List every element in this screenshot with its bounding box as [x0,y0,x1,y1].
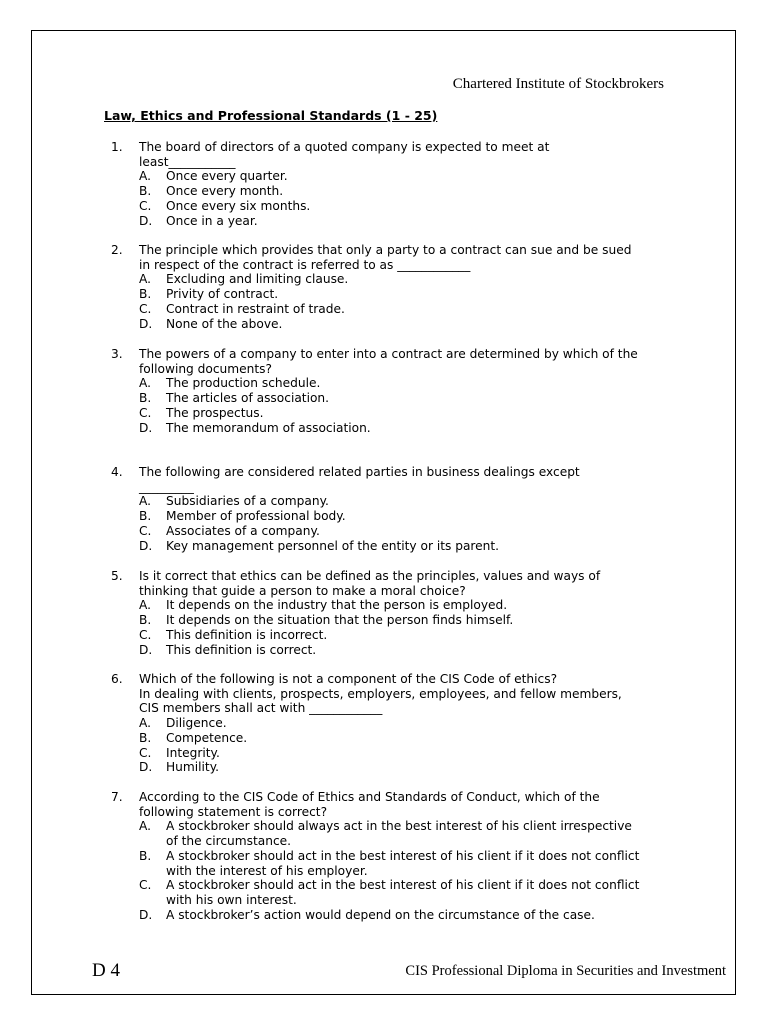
section-title: Law, Ethics and Professional Standards (1 - 25) [104,108,438,123]
option-text: It depends on the industry that the person is employed. [166,598,508,613]
option-letter: A. [139,494,151,509]
option-letter: C. [139,198,152,213]
option-text: This definition is correct. [166,642,317,657]
option-letter: C. [139,523,152,538]
option-text: Subsidiaries of a company. [166,494,329,509]
question-number: 5. [111,569,123,583]
option-letter: D. [139,538,153,553]
option-text: Humility. [166,760,220,775]
option-text: Integrity. [166,745,220,760]
question-number: 2. [111,243,123,257]
option-text: Key management personnel of the entity or its parent. [166,538,500,553]
option-letter: A. [139,716,151,731]
question-block [111,672,711,775]
option-letter: C. [139,878,152,893]
option-letter: A. [139,598,151,613]
option-text: The memorandum of association. [166,420,371,435]
option-letter: D. [139,316,153,331]
option-text: Diligence. [166,716,227,731]
question-number: 3. [111,347,123,361]
option-letter: B. [139,184,152,199]
option-letter: B. [139,287,152,302]
option-letter: C. [139,301,152,316]
question-block [111,569,711,657]
option-letter: B. [139,391,152,406]
option-text: A stockbroker should act in the best interest of his client if it does not conflict with his own interest. [166,878,640,907]
option-text: None of the above. [166,316,283,331]
footer-course-title: CIS Professional Diploma in Securities and Investment [405,963,726,979]
question-number: 4. [111,465,123,479]
option-text: This definition is incorrect. [166,627,328,642]
option-letter: D. [139,760,153,775]
option-text: Associates of a company. [166,523,320,538]
option-letter: A. [139,272,151,287]
option-letter: A. [139,169,151,184]
option-letter: D. [139,420,153,435]
option-letter: B. [139,848,152,863]
question-text: The board of directors of a quoted company is expected to meet at least___________ [139,140,550,169]
option-text: The production schedule. [166,376,321,391]
option-text: Privity of contract. [166,287,279,302]
question-text: Is it correct that ethics can be defined as the principles, values and ways of thinking that guide a person to make a moral choice? [139,569,601,598]
option-text: Once every quarter. [166,169,288,184]
option-letter: D. [139,907,153,922]
option-text: Once every month. [166,184,284,199]
option-letter: D. [139,213,153,228]
option-text: Member of professional body. [166,509,346,524]
footer-page-code: D 4 [92,960,120,981]
question-block [111,790,711,922]
question-text: According to the CIS Code of Ethics and Standards of Conduct, which of the following statement is correct? [139,790,600,819]
option-text: Contract in restraint of trade. [166,301,345,316]
question-block [111,347,711,435]
option-text: Competence. [166,730,248,745]
question-text: The powers of a company to enter into a contract are determined by which of the following documents? [139,347,638,376]
option-letter: D. [139,642,153,657]
option-text: It depends on the situation that the person finds himself. [166,613,514,628]
option-letter: C. [139,405,152,420]
question-number: 1. [111,140,123,154]
option-letter: B. [139,613,152,628]
option-letter: C. [139,627,152,642]
option-text: Once in a year. [166,213,258,228]
option-text: A stockbroker should always act in the best interest of his client irrespective of the circumstance. [166,819,632,849]
option-text: Once every six months. [166,198,311,213]
option-text: A stockbroker’s action would depend on the circumstance of the case. [166,907,595,922]
option-letter: C. [139,745,152,760]
option-letter: B. [139,730,152,745]
option-text: A stockbroker should act in the best interest of his client if it does not conflict with the interest of his employer. [166,848,640,878]
option-letter: B. [139,509,152,524]
question-block [111,465,711,553]
question-text: The following are considered related parties in business dealings except _________ [139,465,580,494]
option-text: The prospectus. [166,405,264,420]
option-text: The articles of association. [166,391,330,406]
option-letter: A. [139,819,151,834]
option-letter: A. [139,376,151,391]
question-text: The principle which provides that only a party to a contract can sue and be sued in respect of the contract is referred to as ____________ [139,243,632,272]
header-organization: Chartered Institute of Stockbrokers [452,76,664,92]
question-block [111,140,711,228]
question-number: 7. [111,790,123,804]
question-block [111,243,711,331]
question-number: 6. [111,672,123,686]
option-text: Excluding and limiting clause. [166,272,349,287]
question-text: Which of the following is not a component of the CIS Code of ethics? In dealing with clients, prospects, employers, employees, and fellow members, CIS members shall act with ____________ [139,672,622,716]
